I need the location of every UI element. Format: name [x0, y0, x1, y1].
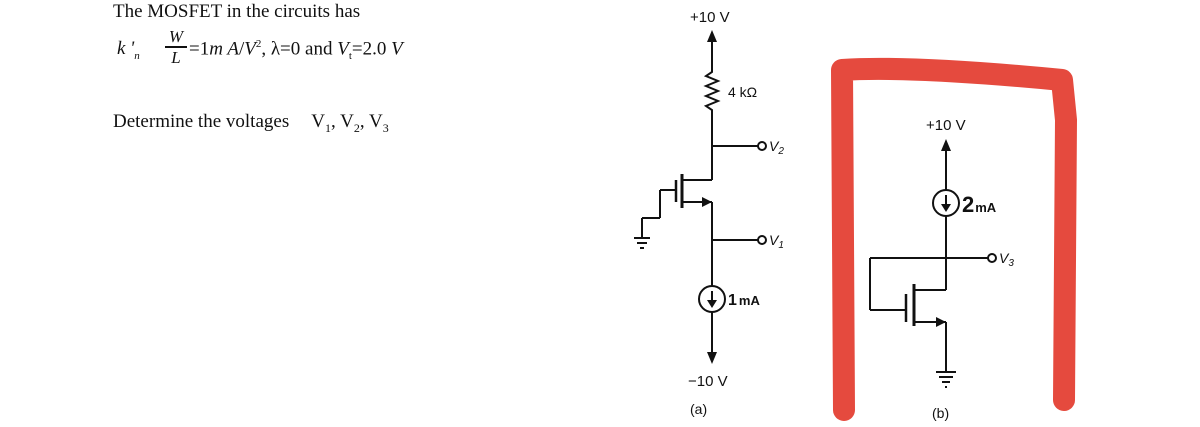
current-value-a: 1 mA: [728, 292, 760, 309]
current-value-b: 2mA: [962, 192, 997, 217]
aspect-ratio-fraction: W L: [165, 28, 187, 66]
circuit-a-supply-top: +10 V: [690, 9, 730, 26]
source-arrow-icon: [936, 317, 946, 327]
circuit-b-label: (b): [932, 405, 950, 421]
circuit-b-supply-top: +10 V: [926, 117, 966, 134]
node-v2-label: $V_2$: [769, 138, 784, 157]
resistor-symbol: [706, 66, 718, 116]
unknown-voltages: $V_1$, $V_2$, $V_3$: [311, 111, 389, 135]
arrow-up-icon: [941, 139, 951, 151]
circuit-a-supply-bottom: −10 V: [688, 373, 728, 390]
node-v1-label: $V_1$: [769, 232, 784, 251]
arrow-down-icon: [707, 352, 717, 364]
source-arrow-icon: [702, 197, 712, 207]
arrow-up-icon: [707, 30, 717, 42]
circuit-a: [634, 9, 784, 417]
problem-line-3: Determine the voltages $V_1$, $V_2$, $V_3$: [113, 111, 389, 135]
resistor-label: 4 kΩ: [728, 84, 758, 100]
node-v3-label: $V_3$: [999, 250, 1014, 269]
equation-values: =1m $A/V^2$, λ=0 and $V_t=2.0$ V: [189, 38, 403, 63]
process-transconductance: k '$_n$: [117, 38, 140, 62]
problem-line-1: The MOSFET in the circuits has: [113, 1, 361, 22]
circuit-a-label: (a): [690, 401, 708, 417]
circuit-b: [870, 117, 1014, 421]
